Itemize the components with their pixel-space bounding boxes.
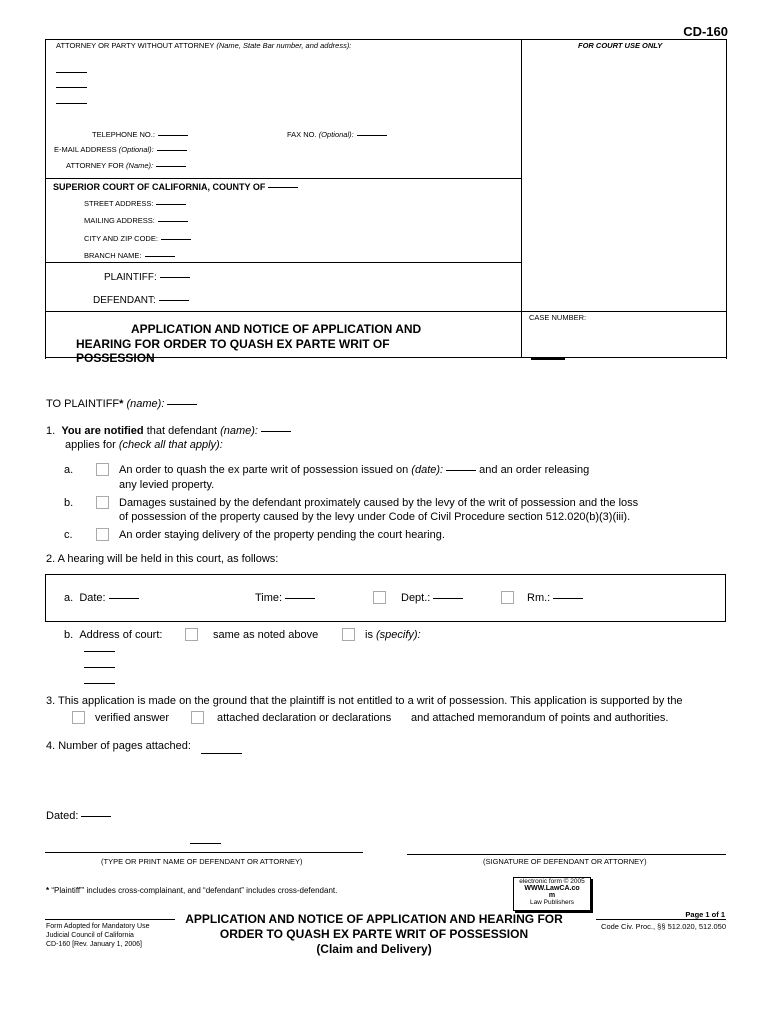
address-specify-label: is (specify): <box>365 629 421 641</box>
print-name-caption: (TYPE OR PRINT NAME OF DEFENDANT OR ATTORNEY) <box>101 857 303 866</box>
page-number: Page 1 of 1 <box>685 910 725 919</box>
divider-title <box>45 311 726 312</box>
address-specify-checkbox[interactable] <box>342 628 355 641</box>
pages-attached-field[interactable] <box>201 753 242 754</box>
attorney-for-field[interactable] <box>156 166 186 167</box>
option-b-checkbox[interactable] <box>96 496 109 509</box>
caption-title-line1: APPLICATION AND NOTICE OF APPLICATION AND <box>131 322 422 336</box>
option-c-label: c. <box>64 529 73 541</box>
option-a-label: a. <box>64 464 74 476</box>
telephone-label: TELEPHONE NO.: <box>92 130 188 139</box>
stamp-line2: WWW.LawCA.co <box>524 885 580 892</box>
street-field[interactable] <box>156 204 186 205</box>
divider-court <box>45 178 522 179</box>
address-same-label: same as noted above <box>213 629 319 641</box>
dated-label: Dated: <box>46 810 111 822</box>
option-a-checkbox[interactable] <box>96 463 109 476</box>
hearing-time-field[interactable] <box>285 598 315 599</box>
divider-parties <box>45 262 522 263</box>
email-label: E-MAIL ADDRESS (Optional): <box>54 145 187 154</box>
footer-rule-left <box>45 919 175 920</box>
branch-field[interactable] <box>145 256 175 257</box>
county-field[interactable] <box>268 187 298 188</box>
verified-answer-checkbox[interactable] <box>72 711 85 724</box>
fax-label: FAX NO. (Optional): <box>287 130 387 139</box>
option-a-text2: any levied property. <box>119 479 215 491</box>
city-zip-field[interactable] <box>161 239 191 240</box>
dated-field[interactable] <box>81 816 111 817</box>
form-number: CD-160 <box>683 24 728 39</box>
option-b-text2: of possession of the property caused by the levy under Code of Civil Procedure section 512.020(b)(3)(iii). <box>119 511 631 523</box>
stamp-line1: electronic form © 2005 <box>519 878 585 885</box>
address-same-checkbox[interactable] <box>185 628 198 641</box>
address-line2-field[interactable] <box>84 667 115 668</box>
footer-title: APPLICATION AND NOTICE OF APPLICATION AND HEARING FOR ORDER TO QUASH EX PARTE WRIT OF POSSESSION (Claim and Delivery) <box>185 912 563 956</box>
code-reference: Code Civ. Proc., §§ 512.020, 512.050 <box>601 922 726 931</box>
fax-field[interactable] <box>357 135 387 136</box>
item1-defendant-field[interactable] <box>261 431 291 432</box>
case-number-field[interactable] <box>531 358 565 360</box>
footer-rule-right <box>596 919 726 920</box>
plaintiff-label: PLAINTIFF: <box>104 272 190 283</box>
attached-declaration-label: attached declaration or declarations <box>217 712 392 724</box>
branch-label: BRANCH NAME: <box>84 251 175 260</box>
mailing-field[interactable] <box>158 221 188 222</box>
verified-answer-label: verified answer <box>95 712 169 724</box>
address-court-label: b. Address of court: <box>64 629 163 641</box>
hearing-time-label: Time: <box>255 592 315 604</box>
footnote: * “Plaintiff”' includes cross-complainant, and “defendant” includes cross-defendant. <box>46 886 338 895</box>
option-c-text: An order staying delivery of the property pending the court hearing. <box>119 529 445 541</box>
caption-title-line2: HEARING FOR ORDER TO QUASH EX PARTE WRIT OF <box>76 337 390 351</box>
attorney-label: ATTORNEY OR PARTY WITHOUT ATTORNEY (Name, State Bar number, and address): <box>56 41 352 50</box>
publisher-stamp <box>513 877 591 911</box>
item4-text: 4. Number of pages attached: <box>46 740 191 752</box>
attorney-city-field[interactable] <box>56 103 87 104</box>
footer-adopted: Form Adopted for Mandatory Use Judicial Council of California CD-160 [Rev. January 1, 2006] <box>46 923 150 948</box>
plaintiff-field[interactable] <box>160 277 190 278</box>
option-c-checkbox[interactable] <box>96 528 109 541</box>
item1-line2: applies for (check all that apply): <box>65 439 223 451</box>
attorney-for-label: ATTORNEY FOR (Name): <box>66 161 186 170</box>
email-field[interactable] <box>157 150 187 151</box>
hearing-dept-checkbox[interactable] <box>373 591 386 604</box>
item1-line1: 1. You are notified that defendant (name): <box>46 425 291 437</box>
address-line3-field[interactable] <box>84 683 115 684</box>
hearing-dept-field[interactable] <box>433 598 463 599</box>
print-name-line <box>45 852 363 853</box>
attached-declaration-checkbox[interactable] <box>191 711 204 724</box>
hearing-date-field[interactable] <box>109 598 139 599</box>
item3-text: 3. This application is made on the ground that the plaintiff is not entitled to a writ of possession. This application is supported by the <box>46 695 683 707</box>
option-a-date-field[interactable] <box>446 470 476 471</box>
case-number-label: CASE NUMBER: <box>529 313 587 322</box>
defendant-field[interactable] <box>159 300 189 301</box>
mailing-label: MAILING ADDRESS: <box>84 216 188 225</box>
signature-line[interactable] <box>407 854 726 855</box>
hearing-rm-label: Rm.: <box>527 592 583 604</box>
print-name-field[interactable] <box>190 843 221 844</box>
caption-title-line3: POSSESSION <box>76 351 155 365</box>
item2-text: 2. A hearing will be held in this court, as follows: <box>46 553 279 565</box>
hearing-rm-checkbox[interactable] <box>501 591 514 604</box>
hearing-date-label: a. Date: <box>64 592 139 604</box>
memorandum-label: and attached memorandum of points and authorities. <box>411 712 669 724</box>
attorney-address-field[interactable] <box>56 87 87 88</box>
option-b-label: b. <box>64 497 74 509</box>
court-name-label: SUPERIOR COURT OF CALIFORNIA, COUNTY OF <box>53 182 298 192</box>
court-use-label: FOR COURT USE ONLY <box>578 41 663 50</box>
hearing-rm-field[interactable] <box>553 598 583 599</box>
address-line1-field[interactable] <box>84 651 115 652</box>
attorney-name-field[interactable] <box>56 72 87 73</box>
signature-caption: (SIGNATURE OF DEFENDANT OR ATTORNEY) <box>483 857 647 866</box>
hearing-dept-label: Dept.: <box>401 592 463 604</box>
street-label: STREET ADDRESS: <box>84 199 186 208</box>
stamp-line3: m <box>548 892 556 899</box>
city-zip-label: CITY AND ZIP CODE: <box>84 234 191 243</box>
stamp-line4: Law Publishers <box>529 899 575 906</box>
to-plaintiff-field[interactable] <box>167 404 197 405</box>
option-b-text1: Damages sustained by the defendant proximately caused by the levy of the writ of possession and the loss <box>119 497 639 509</box>
option-a-text: An order to quash the ex parte writ of possession issued on (date): and an order releasing <box>119 464 590 476</box>
to-plaintiff-line: TO PLAINTIFF* (name): <box>46 398 197 410</box>
telephone-field[interactable] <box>158 135 188 136</box>
defendant-label: DEFENDANT: <box>93 295 189 306</box>
